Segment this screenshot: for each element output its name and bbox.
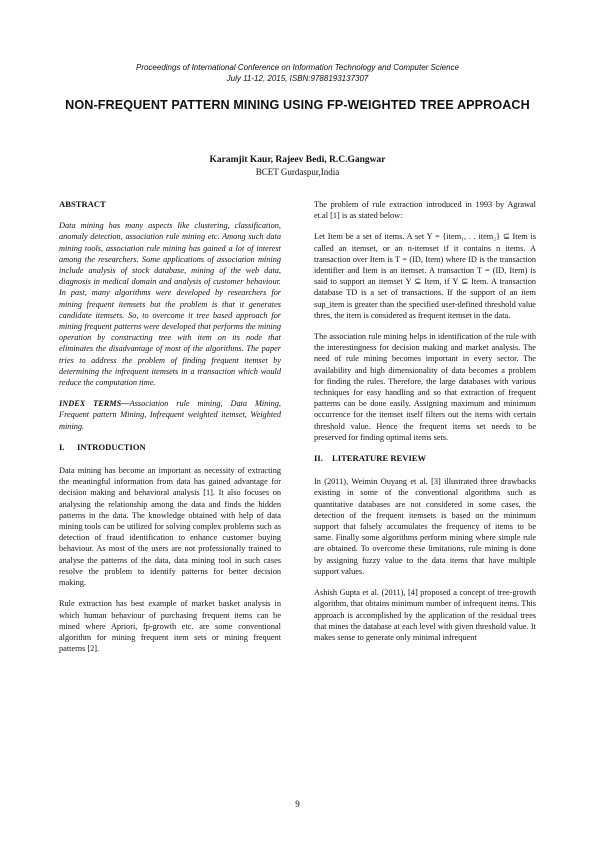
- literature-paragraph-2: Ashish Gupta et al. (2011), [4] proposed a concept of tree-growth algorithm, that obtains minimum number of infrequent items. This approach is accomplished by the application of the residual trees that mines the database at each level with given threshold value. It makes sense to generate only minimal infrequent: [314, 588, 536, 642]
- proceedings-line-1: Proceedings of International Conference on Information Technology and Computer Science: [135, 63, 459, 72]
- authors: Karamjit Kaur, Rajeev Bedi, R.C.Gangwar: [209, 155, 386, 165]
- rule-extraction-paragraph: The problem of rule extraction introduced in 1993 by Agrawal et.al [1] is as stated below:: [314, 200, 536, 221]
- section-title: INTRODUCTION: [77, 441, 146, 452]
- index-terms-label: INDEX TERMS: [59, 399, 122, 409]
- intro-paragraph-1: Data mining has become an important as necessity of extracting the meaningful information from data has gained advantage for decision making and behavioral analysis [1]. It also focuses on analysing the relationship among the data and finds the hidden patterns in the data. The knowledge obtained with help of data mining tools can be utilized for solving complex problems such as detection of fraud identification to enhance customer buying behaviour. As most of the users are not professionally trained to analyse the patterns of the data, data mining tool in such cases resolve the problem to identify patterns for better decision making.: [59, 466, 281, 588]
- affiliation: BCET Gurdaspur,India: [255, 167, 340, 177]
- proceedings-line-2: July 11-12, 2015, ISBN:9788193137307: [226, 74, 369, 83]
- paper-title: NON-FREQUENT PATTERN MINING USING FP-WEIGHTED TREE APPROACH: [65, 98, 530, 112]
- index-terms-body: Association rule mining, Data Mining, Frequent pattern Mining, Infrequent weighted itemset, Weighted mining.: [59, 399, 282, 431]
- proceedings-header: [0, 62, 595, 84]
- index-terms: INDEX TERMS—Association rule mining, Data Mining, Frequent pattern Mining, Infrequent weighted itemset, Weighted mining.: [59, 399, 282, 431]
- definition-paragraph: Let Item be a set of items. A set Y = {item₁, . . item₂} ⊆ Item is called an itemset, or an n-itemset if it contains n items. A transaction over Item is T = (ID, Item) where ID is the transaction identifier and Item is an itemset. A transaction T = (ID, Item) is said to support an itemset Y ⊆ Item, if Y ⊆ Item. A transaction database TD is a set of transactions. If the support of an item sup_item is greater than the specified user-defined threshold value thres, the item is considered as frequent itemset in the data.: [314, 232, 536, 320]
- section-title: LITERATURE REVIEW: [332, 453, 427, 464]
- page-number: 9: [295, 799, 300, 809]
- abstract-heading: ABSTRACT: [59, 199, 106, 209]
- section-heading-introduction: [59, 442, 281, 453]
- literature-paragraph-1: In (2011), Weimin Ouyang et al. [3] illustrated three drawbacks existing in some of the conventional algorithms such as quantitative databases are not considered in some cases, the detection of the frequent itemsets is based on the minimum support that falsely accumulates the frequency of items to be same. Finally some algorithms perform mining where simple rule are obtained. To overcome these limitations, rule mining is done by assigning fuzzy value to the data items that have multiple support values.: [314, 477, 536, 576]
- abstract-body: Data mining has many aspects like clustering, classification, anomaly detection, association rule mining etc. Among such data mining tools, association rule mining has gained a lot of interest among the researchers. Some applications of association mining include analysis of stock database, mining of the web data, diagnosis in medical domain and analysis of customer behaviour. In past, many algorithms were developed by researchers for mining frequent itemsets but the problem is that it generates candidate itemsets. So, to overcome it tree based approach for mining frequent patterns were developed that performs the mining operation by constructing tree with item on its node that eliminates the disadvantage of most of the algorithms. The paper tries to address the problem of finding frequent itemset by determining the infrequent itemsets in a transaction which would reduce the computation time.: [59, 221, 281, 388]
- left-column: [59, 199, 281, 654]
- section-number: I.: [59, 441, 65, 452]
- intro-paragraph-2: Rule extraction has best example of market basket analysis in which human behaviour of purchasing frequent items can be mined where Apriori, fp-growth etc. are some conventional algorithm for mining frequent item sets or mining frequent patterns [2].: [59, 599, 281, 654]
- association-paragraph: The association rule mining helps in identification of the rule with the interestingness for decision making and market analysis. The need of rule mining becomes important in every sector. The availability and high dimensionality of data becomes a problem for finding the rules. Therefore, the large databases with various techniques for easy handling and so that extraction of frequent patterns can be done easily. Assigning maximum and minimum occurrence for the itemset itself filters out the items with certain threshold value. Hence the frequent items set needs to be preserved for finding optimal items sets.: [314, 332, 536, 442]
- right-column: [314, 199, 536, 643]
- section-number: II.: [314, 453, 323, 464]
- section-heading-literature-review: [314, 453, 536, 464]
